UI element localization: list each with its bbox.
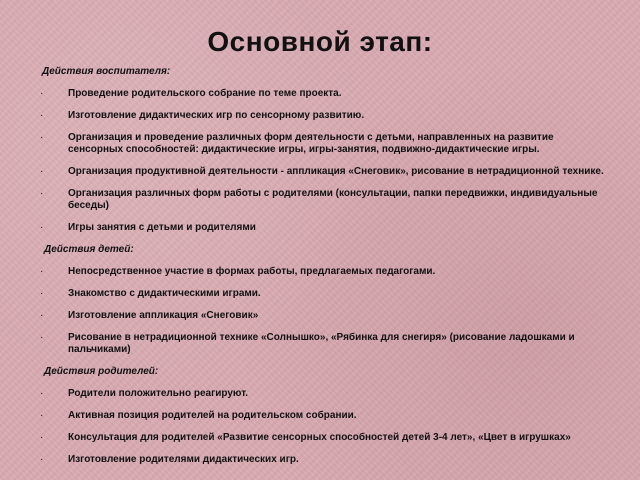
bullet-icon: · <box>40 432 44 443</box>
list-item-text: Родители положительно реагируют. <box>68 388 249 399</box>
list-item <box>40 110 610 122</box>
bullet-icon: · <box>40 388 44 399</box>
bullet-icon: · <box>40 266 44 277</box>
list-item-text: Изготовление родителями дидактических игр. <box>68 454 299 465</box>
list-item <box>40 222 610 234</box>
section-heading-teacher: Действия воспитателя: <box>42 66 171 77</box>
list-item-text: Организация различных форм работы с родителями (консультации, папки передвижки, индивидуальные беседы) <box>68 188 598 211</box>
list-item-text: Проведение родительского собрание по теме проекта. <box>68 88 342 99</box>
bullet-icon: · <box>40 132 44 143</box>
bullet-icon: · <box>40 88 44 99</box>
bullet-icon: · <box>40 410 44 421</box>
list-item <box>40 88 610 100</box>
bullet-icon: · <box>40 454 44 465</box>
section-parents <box>40 366 610 466</box>
list-item-text: Игры занятия с детьми и родителями <box>68 222 256 233</box>
list-item-text: Изготовление аппликация «Снеговик» <box>68 310 259 321</box>
list-item <box>40 454 610 466</box>
list-item <box>40 388 610 400</box>
list-item-text: Рисование в нетрадиционной технике «Солнышко», «Рябинка для снегиря» (рисование ладошками и пальчиками) <box>68 332 575 355</box>
bullet-icon: · <box>40 166 44 177</box>
slide-content <box>40 66 610 476</box>
section-teacher <box>40 66 610 234</box>
list-item <box>40 288 610 300</box>
bullet-icon: · <box>40 310 44 321</box>
list-item-text: Организация продуктивной деятельности - аппликация «Снеговик», рисование в нетрадиционной технике. <box>68 166 604 177</box>
list-item-text: Знакомство с дидактическими играми. <box>68 288 261 299</box>
list-item <box>40 166 610 178</box>
list-item <box>40 310 610 322</box>
list-item <box>40 132 610 156</box>
list-item-text: Изготовление дидактических игр по сенсорному развитию. <box>68 110 365 121</box>
bullet-icon: · <box>40 188 44 199</box>
list-item <box>40 410 610 422</box>
list-item <box>40 432 610 444</box>
list-item <box>40 188 610 212</box>
list-item-text: Консультация для родителей «Развитие сенсорных способностей детей 3-4 лет», «Цвет в игрушках» <box>68 432 571 443</box>
list-item-text: Непосредственное участие в формах работы, предлагаемых педагогами. <box>68 266 436 277</box>
list-item <box>40 332 610 356</box>
section-heading-children: Действия детей: <box>44 244 134 255</box>
bullet-icon: · <box>40 332 44 343</box>
list-item-text: Активная позиция родителей на родительском собрании. <box>68 410 357 421</box>
list-item <box>40 266 610 278</box>
bullet-icon: · <box>40 110 44 121</box>
section-children <box>40 244 610 356</box>
bullet-icon: · <box>40 288 44 299</box>
slide-title: Основной этап: <box>207 26 433 57</box>
bullet-icon: · <box>40 222 44 233</box>
list-item-text: Организация и проведение различных форм деятельности с детьми, направленных на развитие сенсорных способностей: дидактические игры, игры-занятия, подвижно-дидактические игры. <box>68 132 554 155</box>
section-heading-parents: Действия родителей: <box>44 366 159 377</box>
